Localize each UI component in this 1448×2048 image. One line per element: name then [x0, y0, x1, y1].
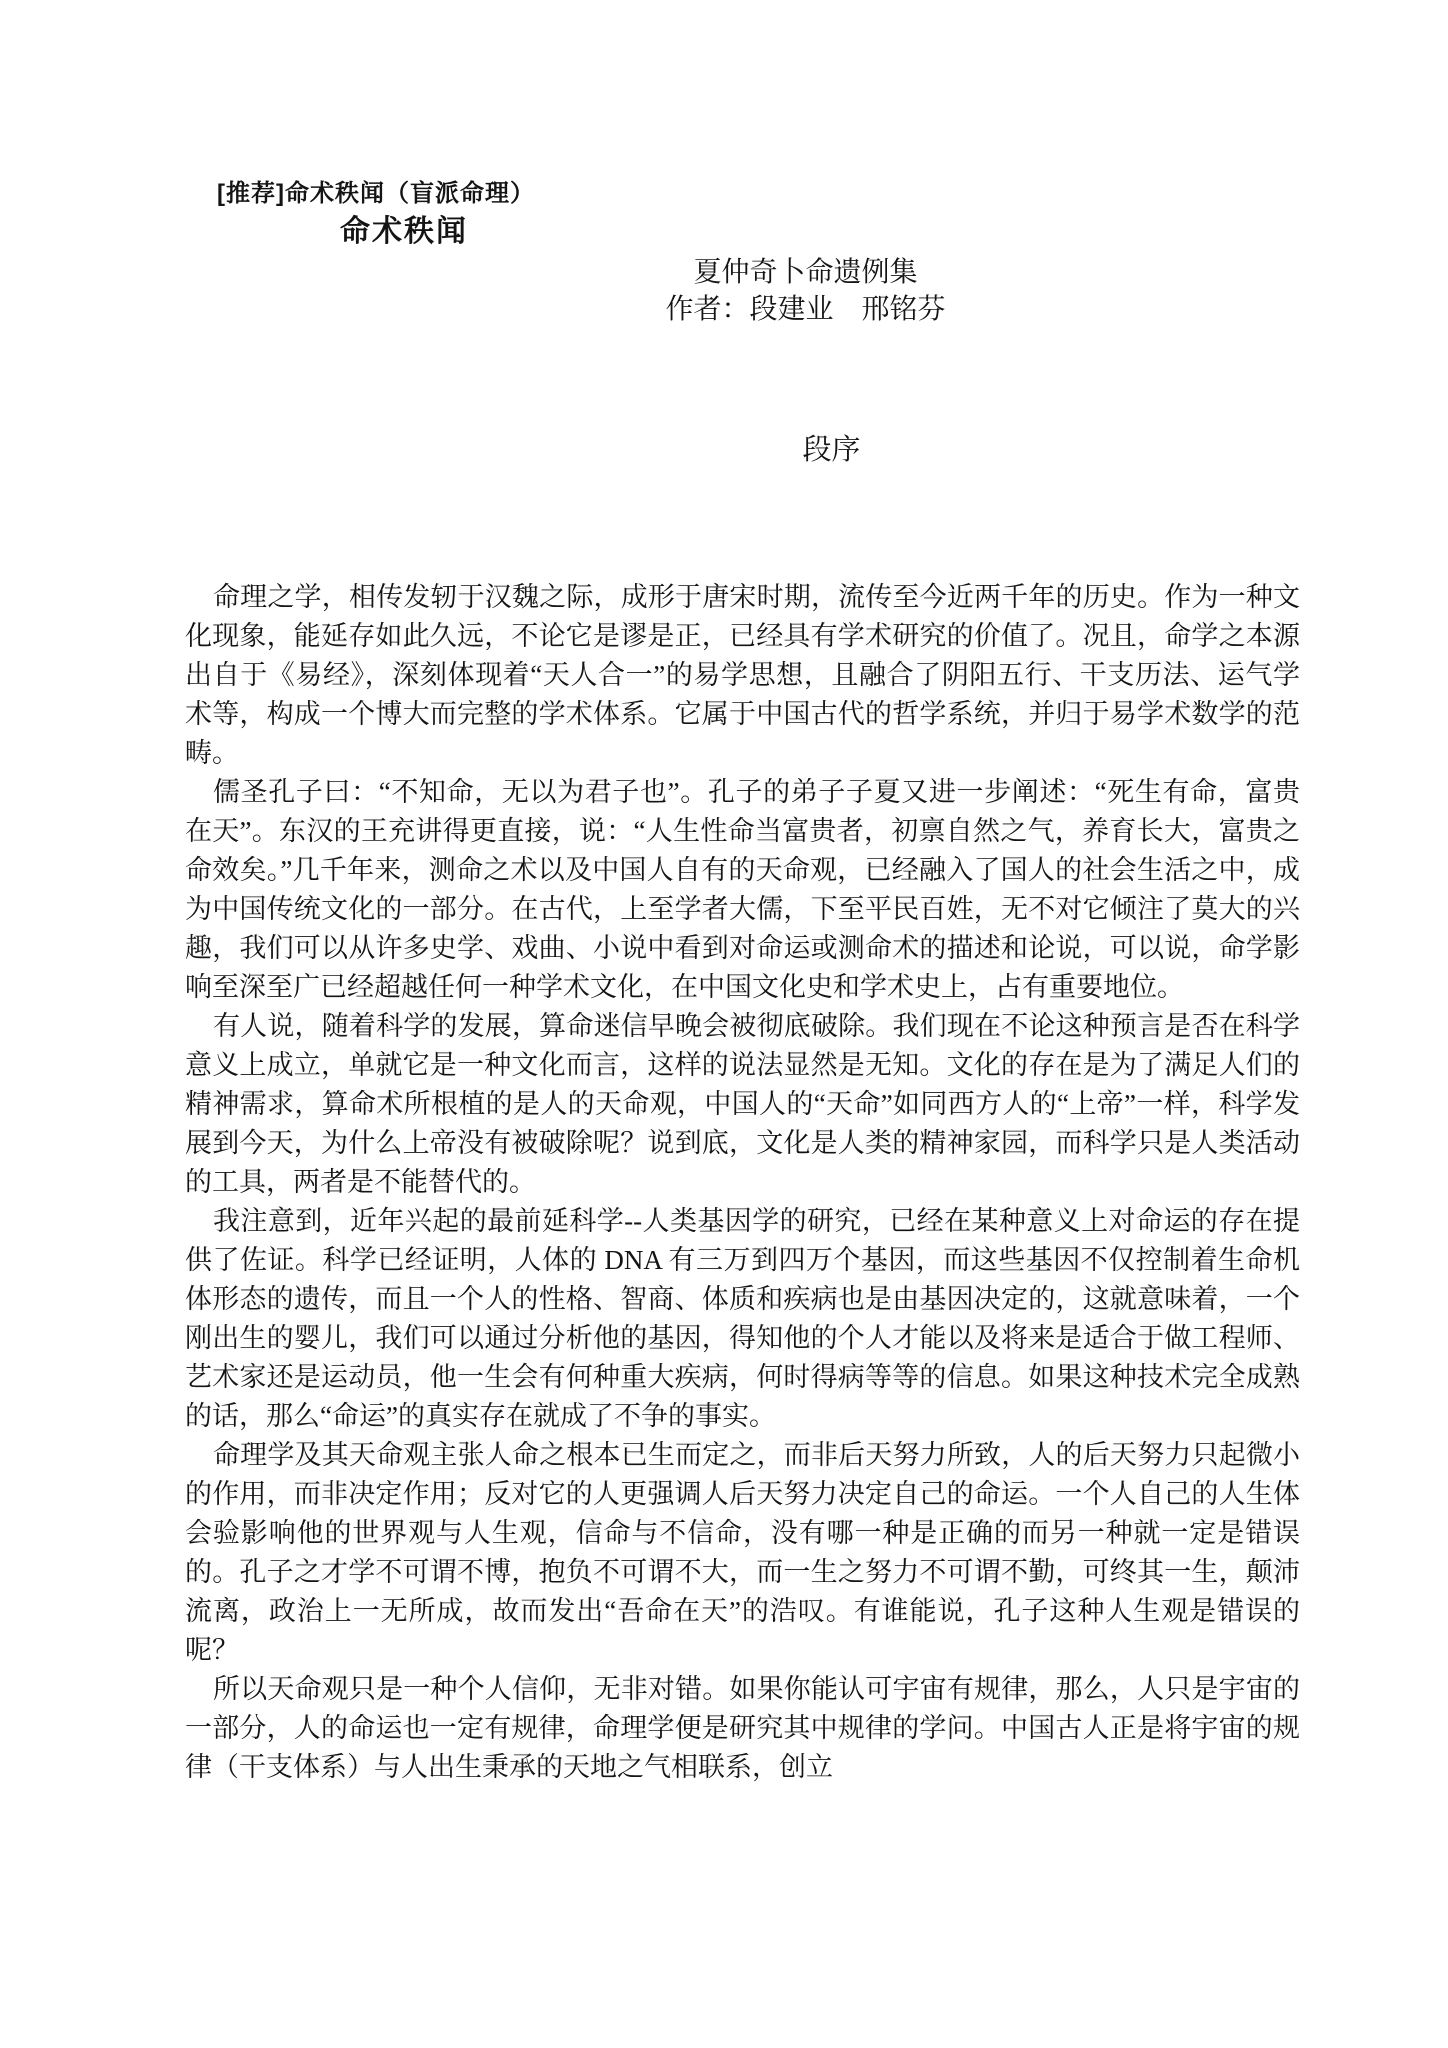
document-body — [185, 578, 1300, 1787]
paragraph: 所以天命观只是一种个人信仰，无非对错。如果你能认可宇宙有规律，那么，人只是宇宙的一部分，人的命运也一定有规律，命理学便是研究其中规律的学问。中国古人正是将宇宙的规律（干支体系）与人出生秉承的天地之气相联系，创立 — [185, 1674, 1300, 1782]
paragraph: 我注意到，近年兴起的最前延科学--人类基因学的研究，已经在某种意义上对命运的存在提供了佐证。科学已经证明，人体的 DNA 有三万到四万个基因，而这些基因不仅控制着生命机体形态的遗传，而且一个人的性格、智商、体质和疾病也是由基因决定的，这就意味着，一个刚出生的婴儿，我们可以通过分析他的基因，得知他的个人才能以及将来是适合于做工程师、艺术家还是运动员，他一生会有何种重大疾病，何时得病等等的信息。如果这种技术完全成熟的话，那么“命运”的真实存在就成了不争的事实。 — [185, 1206, 1300, 1431]
section-title: 段序 — [802, 434, 861, 466]
paragraph: 命理学及其天命观主张人命之根本已生而定之，而非后天努力所致，人的后天努力只起微小的作用，而非决定作用；反对它的人更强调人后天努力决定自己的命运。一个人自己的人生体会验影响他的世界观与人生观，信命与不信命，没有哪一种是正确的而另一种就一定是错误的。孔子之才学不可谓不博，抱负不可谓不大，而一生之努力不可谓不勤，可终其一生，颠沛流离，政治上一无所成，故而发出“吾命在天”的浩叹。有谁能说，孔子这种人生观是错误的呢？ — [185, 1440, 1300, 1665]
post-title: [推荐]命术秩闻（盲派命理） — [217, 180, 535, 207]
author-line: 作者：段建业 邢铭芬 — [665, 294, 946, 325]
paragraph: 儒圣孔子曰：“不知命，无以为君子也”。孔子的弟子子夏又进一步阐述：“死生有命，富贵在天”。东汉的王充讲得更直接，说：“人生性命当富贵者，初禀自然之气，养育长大，富贵之命效矣。”几千年来，测命之术以及中国人自有的天命观，已经融入了国人的社会生活之中，成为中国传统文化的一部分。在古代，上至学者大儒，下至平民百姓，无不对它倾注了莫大的兴趣，我们可以从许多史学、戏曲、小说中看到对命运或测命术的描述和论说，可以说，命学影响至深至广已经超越任何一种学术文化，在中国文化史和学术史上，占有重要地位。 — [185, 777, 1300, 1002]
book-title: 夏仲奇卜命遗例集 — [693, 257, 918, 288]
paragraph: 命理之学，相传发轫于汉魏之际，成形于唐宋时期，流传至今近两千年的历史。作为一种文化现象，能延存如此久远，不论它是谬是正，已经具有学术研究的价值了。况且，命学之本源出自于《易经》，深刻体现着“天人合一”的易学思想，且融合了阴阳五行、干支历法、运气学术等，构成一个博大而完整的学术体系。它属于中国古代的哲学系统，并归于易学术数学的范畴。 — [185, 582, 1300, 768]
paragraph: 有人说，随着科学的发展，算命迷信早晚会被彻底破除。我们现在不论这种预言是否在科学意义上成立，单就它是一种文化而言，这样的说法显然是无知。文化的存在是为了满足人们的精神需求，算命术所根植的是人的天命观，中国人的“天命”如同西方人的“上帝”一样，科学发展到今天，为什么上帝没有被破除呢？说到底，文化是人类的精神家园，而科学只是人类活动的工具，两者是不能替代的。 — [185, 1011, 1300, 1197]
title-block — [248, 254, 1363, 328]
post-subtitle: 命术秩闻 — [340, 215, 468, 248]
